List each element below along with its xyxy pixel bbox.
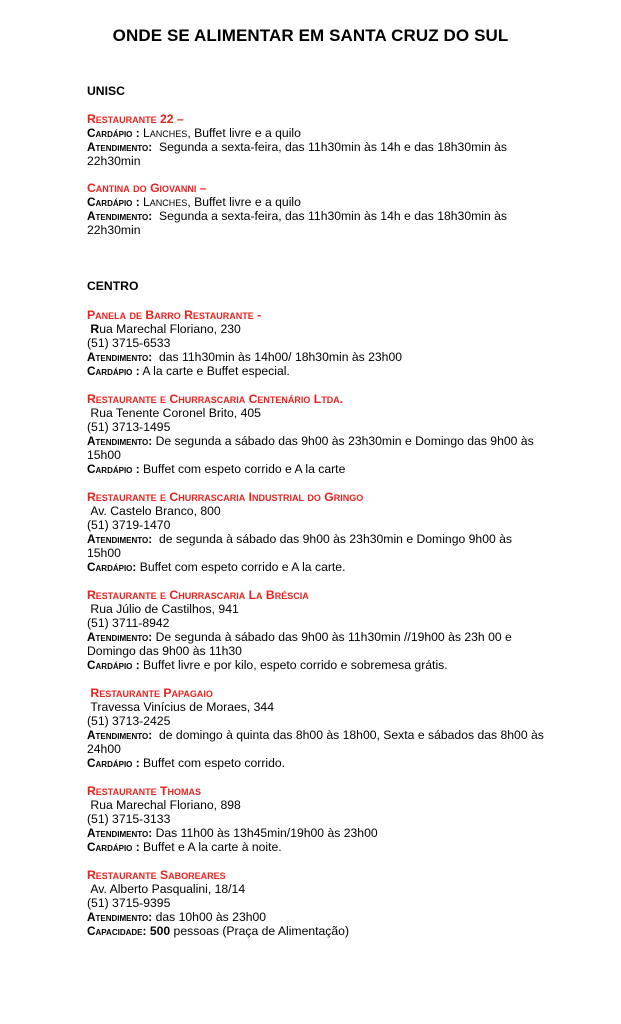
menu-label: Cardápio : xyxy=(87,364,140,378)
section-heading-unisc: UNISC xyxy=(87,84,125,98)
address: Rua Marechal Floriano, 898 xyxy=(90,798,241,812)
restaurant-entry xyxy=(87,392,547,476)
menu-label: Cardápio : xyxy=(87,126,140,140)
menu-value: Buffet com espeto corrido. xyxy=(143,756,286,770)
address-line xyxy=(87,700,547,714)
menu-line xyxy=(87,462,547,476)
menu-value: A la carte e Buffet especial. xyxy=(142,364,290,378)
page-title: ONDE SE ALIMENTAR EM SANTA CRUZ DO SUL xyxy=(112,26,509,45)
address-line xyxy=(87,602,547,616)
address-line xyxy=(87,406,547,420)
address: Rua Tenente Coronel Brito, 405 xyxy=(90,406,261,420)
hours-value: De segunda a sábado das 9h00 às 23h30min e Domingo das 9h00 às 15h00 xyxy=(87,434,534,462)
address: Travessa Vinícius de Moraes, 344 xyxy=(90,700,274,714)
menu-label: Cardápio : xyxy=(87,195,140,209)
address-line xyxy=(87,504,547,518)
restaurant-name: Restaurante e Churrascaria Centenário Ltda. xyxy=(87,392,344,406)
address: Av. Alberto Pasqualini, 18/14 xyxy=(90,882,246,896)
restaurant-name: Restaurante Thomas xyxy=(87,784,201,798)
restaurant-entry xyxy=(87,181,547,237)
hours-line xyxy=(87,728,547,756)
menu-line xyxy=(87,560,547,574)
address-initial: R xyxy=(90,322,100,336)
hours-line xyxy=(87,826,547,840)
hours-line xyxy=(87,140,547,168)
capacity-line xyxy=(87,924,547,938)
hours-line xyxy=(87,434,547,462)
hours-line xyxy=(87,350,547,364)
phone: (51) 3715-3133 xyxy=(87,812,171,826)
restaurant-name: Panela de Barro Restaurante - xyxy=(87,308,262,322)
menu-value: Buffet com espeto corrido e A la carte. xyxy=(139,560,346,574)
menu-value-b: , Buffet livre e a quilo xyxy=(187,195,301,209)
hours-value: das 11h30min às 14h00/ 18h30min às 23h00 xyxy=(158,350,403,364)
menu-line xyxy=(87,195,547,209)
hours-label: Atendimento: xyxy=(87,630,153,644)
restaurant-entry xyxy=(87,490,547,574)
menu-value: Buffet livre e por kilo, espeto corrido e sobremesa grátis. xyxy=(143,658,448,672)
hours-line xyxy=(87,209,547,237)
hours-label: Atendimento: xyxy=(87,209,153,223)
menu-label: Cardápio : xyxy=(87,840,140,854)
menu-value-b: , Buffet livre e a quilo xyxy=(187,126,301,140)
menu-label: Cardápio : xyxy=(87,658,140,672)
restaurant-entry xyxy=(87,308,547,378)
hours-label: Atendimento: xyxy=(87,434,153,448)
restaurant-name: Restaurante Saboreares xyxy=(87,868,226,882)
capacity-label: Capacidade: xyxy=(87,924,147,938)
menu-line xyxy=(87,840,547,854)
capacity-number: 500 xyxy=(149,924,171,938)
hours-value: de segunda à sábado das 9h00 às 23h30min e Domingo 9h00 às 15h00 xyxy=(87,532,513,560)
hours-line xyxy=(87,910,547,924)
hours-label: Atendimento: xyxy=(87,350,153,364)
hours-label: Atendimento: xyxy=(87,140,153,154)
menu-value: Buffet e A la carte à noite. xyxy=(143,840,282,854)
restaurant-name: Restaurante 22 – xyxy=(87,112,184,126)
restaurant-name: Restaurante Papagaio xyxy=(90,686,213,700)
phone: (51) 3713-2425 xyxy=(87,714,171,728)
hours-line xyxy=(87,630,547,658)
hours-value: Segunda a sexta-feira, das 11h30min às 14h e das 18h30min às 22h30min xyxy=(87,140,508,168)
phone: (51) 3713-1495 xyxy=(87,420,171,434)
restaurant-entry xyxy=(87,588,547,672)
menu-line xyxy=(87,126,547,140)
restaurant-entry xyxy=(87,112,547,168)
hours-value: de domingo à quinta das 8h00 às 18h00, Sexta e sábados das 8h00 às 24h00 xyxy=(87,728,544,756)
section-heading-centro: CENTRO xyxy=(87,279,139,293)
restaurant-name: Cantina do Giovanni – xyxy=(87,181,207,195)
restaurant-name: Restaurante e Churrascaria Industrial do Gringo xyxy=(87,490,364,504)
restaurant-entry xyxy=(87,784,547,854)
menu-value-a: Lanches xyxy=(143,126,188,140)
address-rest: ua Marechal Floriano, 230 xyxy=(99,322,241,336)
phone: (51) 3715-6533 xyxy=(87,336,171,350)
menu-value: Buffet com espeto corrido e A la carte xyxy=(143,462,346,476)
hours-value: Segunda a sexta-feira, das 11h30min às 14h e das 18h30min às 22h30min xyxy=(87,209,508,237)
phone: (51) 3719-1470 xyxy=(87,518,171,532)
hours-line xyxy=(87,532,547,560)
hours-label: Atendimento: xyxy=(87,910,153,924)
address-line xyxy=(87,322,547,336)
restaurant-entry xyxy=(87,686,547,770)
address-line xyxy=(87,882,547,896)
address: Rua Júlio de Castilhos, 941 xyxy=(90,602,239,616)
hours-value: De segunda à sábado das 9h00 às 11h30min //19h00 às 23h 00 e Domingo das 9h00 às 11h30 xyxy=(87,630,512,658)
phone: (51) 3715-9395 xyxy=(87,896,171,910)
restaurant-entry xyxy=(87,868,547,938)
hours-value: Das 11h00 às 13h45min/19h00 às 23h00 xyxy=(155,826,378,840)
hours-label: Atendimento: xyxy=(87,532,153,546)
hours-label: Atendimento: xyxy=(87,826,153,840)
menu-label: Cardápio : xyxy=(87,462,140,476)
menu-line xyxy=(87,756,547,770)
menu-label: Cardápio: xyxy=(87,560,137,574)
menu-line xyxy=(87,364,547,378)
hours-label: Atendimento: xyxy=(87,728,153,742)
restaurant-name: Restaurante e Churrascaria La Bréscia xyxy=(87,588,309,602)
phone: (51) 3711-8942 xyxy=(87,616,170,630)
menu-label: Cardápio : xyxy=(87,756,140,770)
menu-value-a: Lanches xyxy=(143,195,188,209)
hours-value: das 10h00 às 23h00 xyxy=(155,910,267,924)
capacity-rest: pessoas (Praça de Alimentação) xyxy=(173,924,350,938)
address: Av. Castelo Branco, 800 xyxy=(90,504,221,518)
address-line xyxy=(87,798,547,812)
menu-line xyxy=(87,658,547,672)
